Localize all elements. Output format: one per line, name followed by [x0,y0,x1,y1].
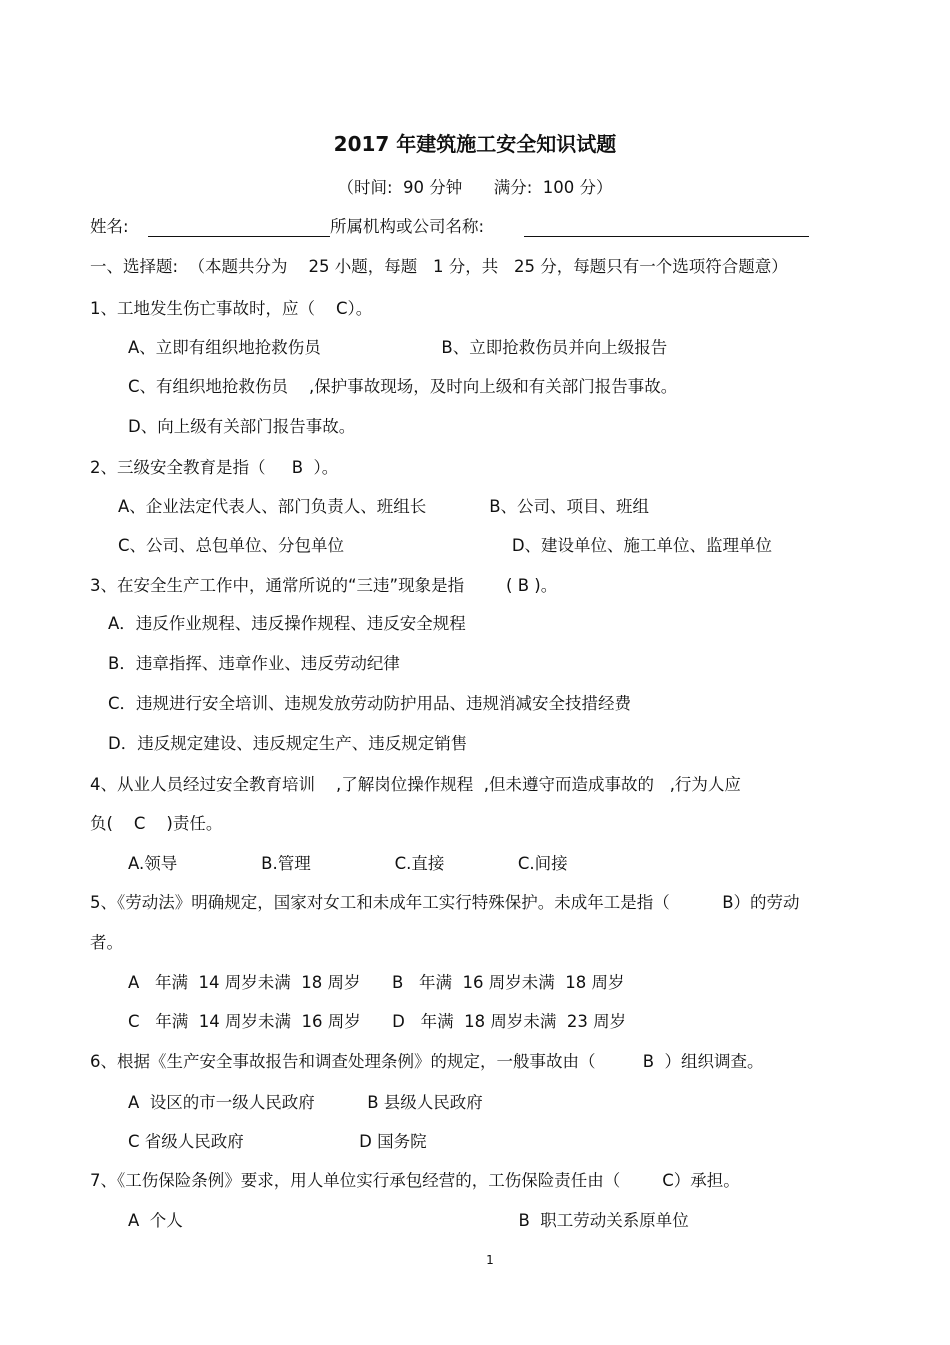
question-stem: 7、《工伤保险条例》要求，用人单位实行承包经营的，工伤保险责任由（ C）承担。 [90,1171,740,1190]
name-label: 姓名: [90,217,129,236]
question-stem: 6、根据《生产安全事故报告和调查处理条例》的规定，一般事故由（ B ）组织调查。 [90,1052,764,1071]
question-stem: 1、工地发生伤亡事故时，应（ C）。 [90,299,373,318]
question-option: A、企业法定代表人、部门负责人、班组长 B、公司、项目、班组 [118,497,650,516]
question-stem: 3、在安全生产工作中，通常所说的“三违”现象是指 ( B )。 [90,576,558,595]
question-option: C、有组织地抢救伤员 ,保护事故现场，及时向上级和有关部门报告事故。 [128,377,678,396]
question-option: C 省级人民政府 D 国务院 [128,1132,427,1151]
question-option: A 年满 14 周岁未满 18 周岁 B 年满 16 周岁未满 18 周岁 [128,973,625,992]
page-title: 2017 年建筑施工安全知识试题 [333,132,617,156]
page-number: 1 [486,1253,494,1267]
question-option: C 年满 14 周岁未满 16 周岁 D 年满 18 周岁未满 23 周岁 [128,1012,627,1031]
question-option: A 个人 B 职工劳动关系原单位 [128,1211,689,1230]
org-underline [524,236,809,237]
question-option: A.领导 B.管理 C.直接 C.间接 [128,854,568,873]
question-option: A．违反作业规程、违反操作规程、违反安全规程 [108,614,466,633]
org-label: 所属机构或公司名称: [330,217,485,236]
question-option: A 设区的市一级人民政府 B 县级人民政府 [128,1093,483,1112]
question-stem: 4、从业人员经过安全教育培训 ,了解岗位操作规程 ,但未遵守而造成事故的 ,行为人应 [90,775,741,794]
question-option: C．违规进行安全培训、违规发放劳动防护用品、违规消减安全技措经费 [108,694,632,713]
question-option: D、向上级有关部门报告事故。 [128,417,356,436]
section-heading: 一、选择题: （本题共分为 25 小题，每题 1 分，共 25 分，每题只有一个选项符合题意） [90,257,788,276]
question-stem: 5、《劳动法》明确规定，国家对女工和未成年工实行特殊保护。未成年工是指（ B）的劳动 [90,893,800,912]
question-stem-continued: 者。 [90,933,123,952]
exam-info: （时间: 90 分钟 满分: 100 分） [337,178,613,197]
question-option: B．违章指挥、违章作业、违反劳动纪律 [108,654,400,673]
question-stem: 2、三级安全教育是指（ B ）。 [90,458,339,477]
question-option: C、公司、总包单位、分包单位 D、建设单位、施工单位、监理单位 [118,536,773,555]
question-stem-continued: 负( C )责任。 [90,814,223,833]
question-option: D．违反规定建设、违反规定生产、违反规定销售 [108,734,468,753]
name-underline [148,236,330,237]
question-option: A、立即有组织地抢救伤员 B、立即抢救伤员并向上级报告 [128,338,668,357]
